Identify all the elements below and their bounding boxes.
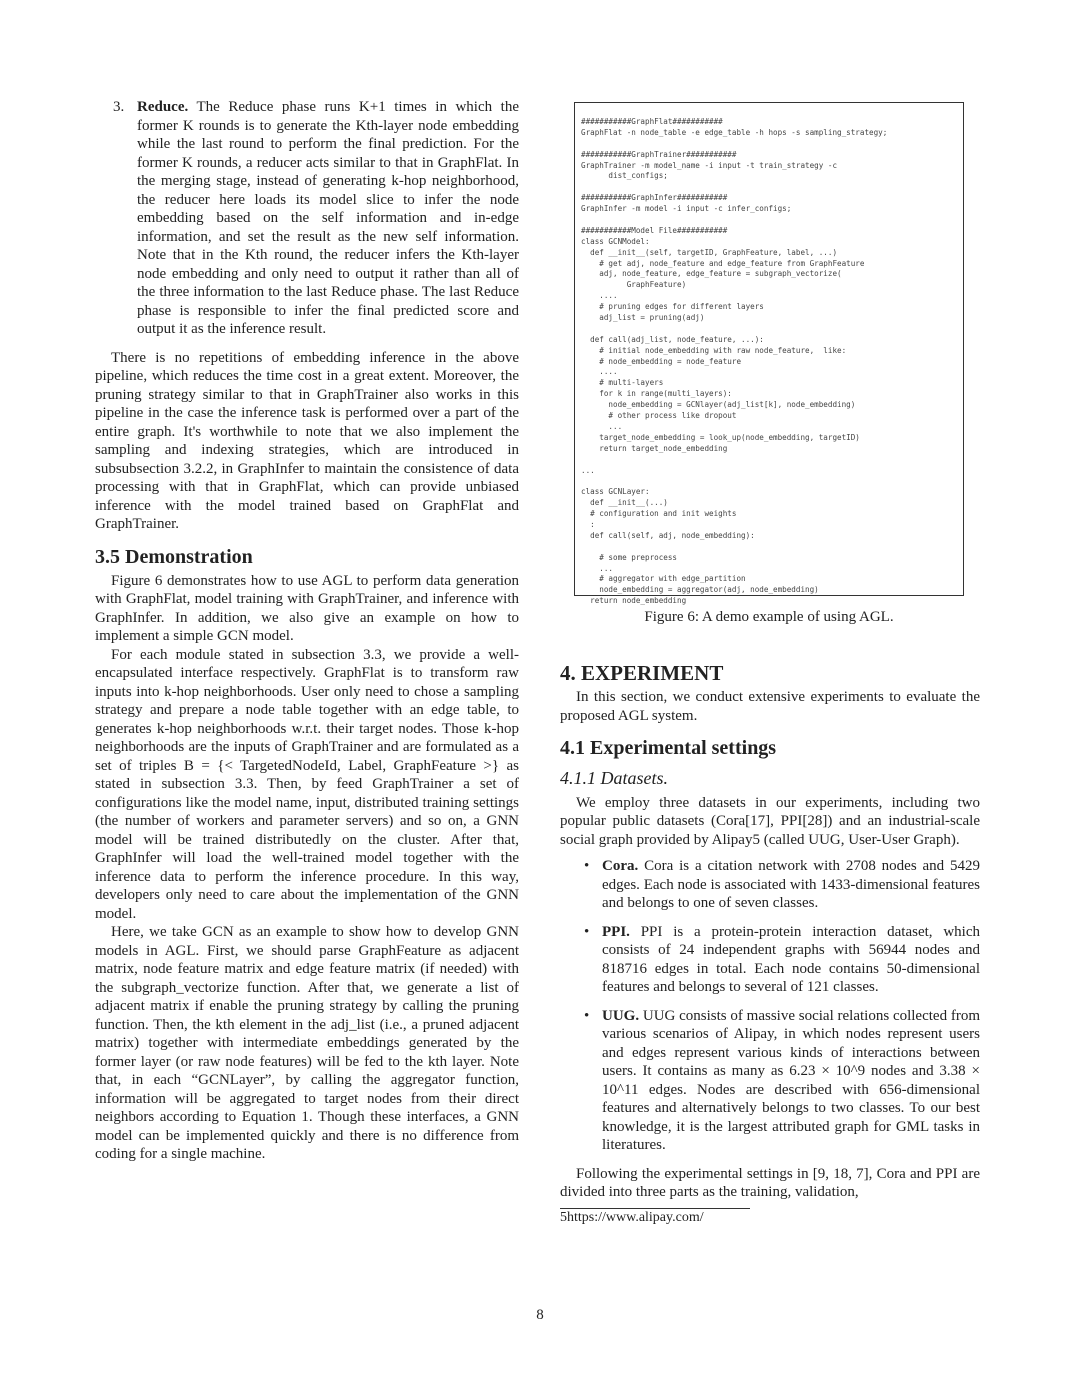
code-line [581,215,963,226]
code-line: GraphTrainer -m model_name -i input -t train_strategy -c [581,160,838,170]
code-line: ... [581,421,623,431]
code-line: def call(self, adj, node_embedding): [581,530,755,540]
code-line: return node_embedding [581,596,687,606]
code-line [581,542,963,553]
code-line: GraphInfer -m model -i input -c infer_configs; [581,204,792,214]
figure-caption: Figure 6: A demo example of using AGL. [644,609,894,625]
list-item: • UUG. UUG consists of massive social relations collected from various scenarios of Alipay, in which nodes represent users and edges represent various kinds of interactions between users. It contains as many as 6.23 × 10^9 nodes and 3.38 × 10^11 edges. Nodes are described with 656-dimensional features and alternatively belongs to two classes. To our best knowledge, it is the largest attributed graph for GML tasks in literatures. [584,1007,980,1153]
code-line: # other process like dropout [581,411,737,421]
subsubsection-heading: 4.1.1 Datasets. [560,768,668,788]
code-line: ###########GraphFlat########### [581,117,723,126]
item-title: UUG. [602,1007,640,1024]
footnote: 5https://www.alipay.com/ [560,1209,704,1225]
item-text: PPI is a protein-protein interaction dataset, which consists of 24 independent graphs with 56944 nodes and 818716 edges in total. Each node contains 50-dimensional features and belongs to several of 121 classes. [602,923,980,995]
reduce-item [95,98,519,339]
paragraph: Here, we take GCN as an example to show how to develop GNN models in AGL. First, we should parse GraphFeature as adjacent matrix, node feature matrix and edge feature matrix (if needed) with the subgraph_vectorize function. After that, we generate a list of adjacent matrix if enable the pruning strategy by calling the pruning function. Then, the kth element in the adj_list (i.e., a pruned adjacent matrix) together with intermediate embeddings generated by the former layer (or raw node features) will be fed to the kth layer. Note that, in each “GCNLayer”, by calling the aggregator function, information will be aggregated to target nodes from their direct neighbors according to Equation 1. Though these interfaces, a GNN model can be implemented quickly and there is no difference from coding for a single machine. [95,924,519,1162]
right-column [560,650,980,1227]
code-line: # get adj, node_feature and edge_feature from GraphFeature [581,258,865,268]
paragraph: Figure 6 demonstrates how to use AGL to perform data generation with GraphFlat, model training with GraphTrainer, and inference with GraphInfer. In addition, we also give an example on how to implement a simple GCN model. [95,572,519,644]
list-item: • PPI. PPI is a protein-protein interaction dataset, which consists of 24 independent graphs with 56944 nodes and 818716 edges in total. Each node contains 50-dimensional features and belongs to several of 121 classes. [584,923,980,995]
code-line: def __init__(self, targetID, GraphFeature, label, ...) [581,247,838,257]
code-line [581,455,963,466]
paragraph: Following the experimental settings in [9, 18, 7], Cora and PPI are divided into three parts as the training, validation, [560,1165,980,1200]
code-line: class GCNLayer: [581,487,650,497]
code-line: ... [581,563,614,573]
subsection-heading: 4.1 Experimental settings [560,737,777,759]
paragraph: We employ three datasets in our experiments, including two popular public datasets (Cora[17], PPI[28]) and an industrial-scale social graph provided by Alipay5 (called UUG, User-User Graph). [560,794,980,848]
section-heading: 3.5 Demonstration [95,545,253,568]
code-line: class GCNModel: [581,236,650,246]
code-line: ###########GraphInfer########### [581,193,728,203]
code-line: node_embedding = aggregator(adj, node_embedding) [581,585,819,595]
code-line: .... [581,291,618,301]
item-title: Cora. [602,858,639,874]
section-heading: 4. EXPERIMENT [560,661,724,685]
left-column [95,98,519,1164]
code-line [581,182,963,193]
code-line: # configuration and init weights [581,509,737,519]
code-line: for k in range(multi_layers): [581,389,732,399]
item-title: Reduce. [137,99,189,115]
code-line: def call(adj_list, node_feature, ...): [581,334,764,344]
page-number: 8 [536,1307,544,1323]
code-line: adj_list = pruning(adj) [581,313,705,323]
code-line: ###########Model File########### [581,225,728,235]
item-text: The Reduce phase runs K+1 times in which the former K rounds is to generate the Kth-layer node embedding while the last round to perform the final prediction. For the former K rounds, a reducer acts similar to that in GraphFlat. In the merging stage, instead of generating k-hop neighborhood, the reducer here loads its model slice to infer the node embedding based on the self information and in-edge information, and set the result as the new self information. Note that in the Kth round, the reducer infers the Kth-layer node embedding and only need to output it rather than all of the three information to the last Reduce phase. The last Reduce phase is responsible to infer the final predicted score and output it as the inference result. [137,99,519,337]
code-line: target_node_embedding = look_up(node_embedding, targetID) [581,432,860,442]
code-line: # pruning edges for different layers [581,302,764,312]
code-line [581,476,963,487]
code-line [581,324,963,335]
code-line: return target_node_embedding [581,443,728,453]
item-text: UUG consists of massive social relations collected from various scenarios of Alipay, in which nodes represent users and edges represent various kinds of interactions between users. It contains as many as 6.23 × 10^9 nodes and 3.38 × 10^11 edges. Nodes are described with 656-dimensional features and alternatively belongs to two classes. To our best knowledge, it is the largest attributed graph for GML tasks in literatures. [602,1007,980,1153]
paragraph: There is no repetitions of embedding inference in the above pipeline, which reduces the time cost in a great extent. Moreover, the pruning strategy similar to that in GraphTrainer also works in this pipeline in the case the inference task is performed over a part of the entire graph. It's worthwhile to note that we also implement the sampling and indexing strategies, which are introduced in subsubsection 3.2.2, in GraphInfer to maintain the consistence of data processing with that in GraphFlat, which can provide unbiased inference with the model trained based on GraphFlat and GraphTrainer. [95,349,519,532]
code-line: # aggregator with edge_partition [581,574,746,584]
item-title: PPI. [602,923,630,940]
code-line: def __init__(...) [581,498,668,508]
code-line: dist_configs; [581,171,668,181]
code-line: ###########GraphTrainer########### [581,149,737,159]
code-line: adj, node_feature, edge_feature = subgraph_vectorize( [581,269,842,279]
code-line: ... [581,465,595,475]
code-line: GraphFlat -n node_table -e edge_table -h hops -s sampling_strategy; [581,127,888,137]
code-line: .... [581,367,618,377]
code-line: GraphFeature) [581,280,687,290]
code-line: : [581,519,595,529]
item-text: Cora is a citation network with 2708 nodes and 5429 edges. Each node is associated with 1433-dimensional features and belongs to one of seven classes. [602,858,981,911]
list-item: • Cora. Cora is a citation network with 2708 nodes and 5429 edges. Each node is associated with 1433-dimensional features and belongs to one of seven classes. [584,858,981,911]
code-line: # multi-layers [581,378,664,388]
code-line: node_embedding = GCNlayer(adj_list[k], node_embedding) [581,400,856,410]
code-line: # initial node_embedding with raw node_feature, like: [581,345,847,355]
paragraph: In this section, we conduct extensive experiments to evaluate the proposed AGL system. [560,689,980,724]
code-line: # some preprocess [581,552,678,562]
code-line [581,139,963,150]
paragraph: For each module stated in subsection 3.3, we provide a well-encapsulated interface respectively. GraphFlat is to transform raw inputs into k-hop neighborhoods. User only need to chose a sampling strategy and prepare a node table together with an edge table, to generates k-hop neighborhoods w.r.t. their target nodes. Those k-hop neighborhoods are the inputs of GraphTrainer and are formulated as a set of triples B = {< TargetedNodeId, Label, GraphFeature >} as stated in subsection 3.3. Then, by feed GraphTrainer a set of configurations like the model name, input, distributed training settings (the number of workers and parameter servers) and so on, a GNN model will be trained distributedly on the cluster. After that, GraphInfer will load the well-trained model together with the inference data to perform the inference procedure. In this way, developers only need to care about the implementation of the GNN model. [95,646,519,922]
code-listing [574,102,964,606]
code-line: # node_embedding = node_feature [581,356,742,366]
item-number: 3. [113,99,125,115]
dataset-list [560,857,980,1155]
